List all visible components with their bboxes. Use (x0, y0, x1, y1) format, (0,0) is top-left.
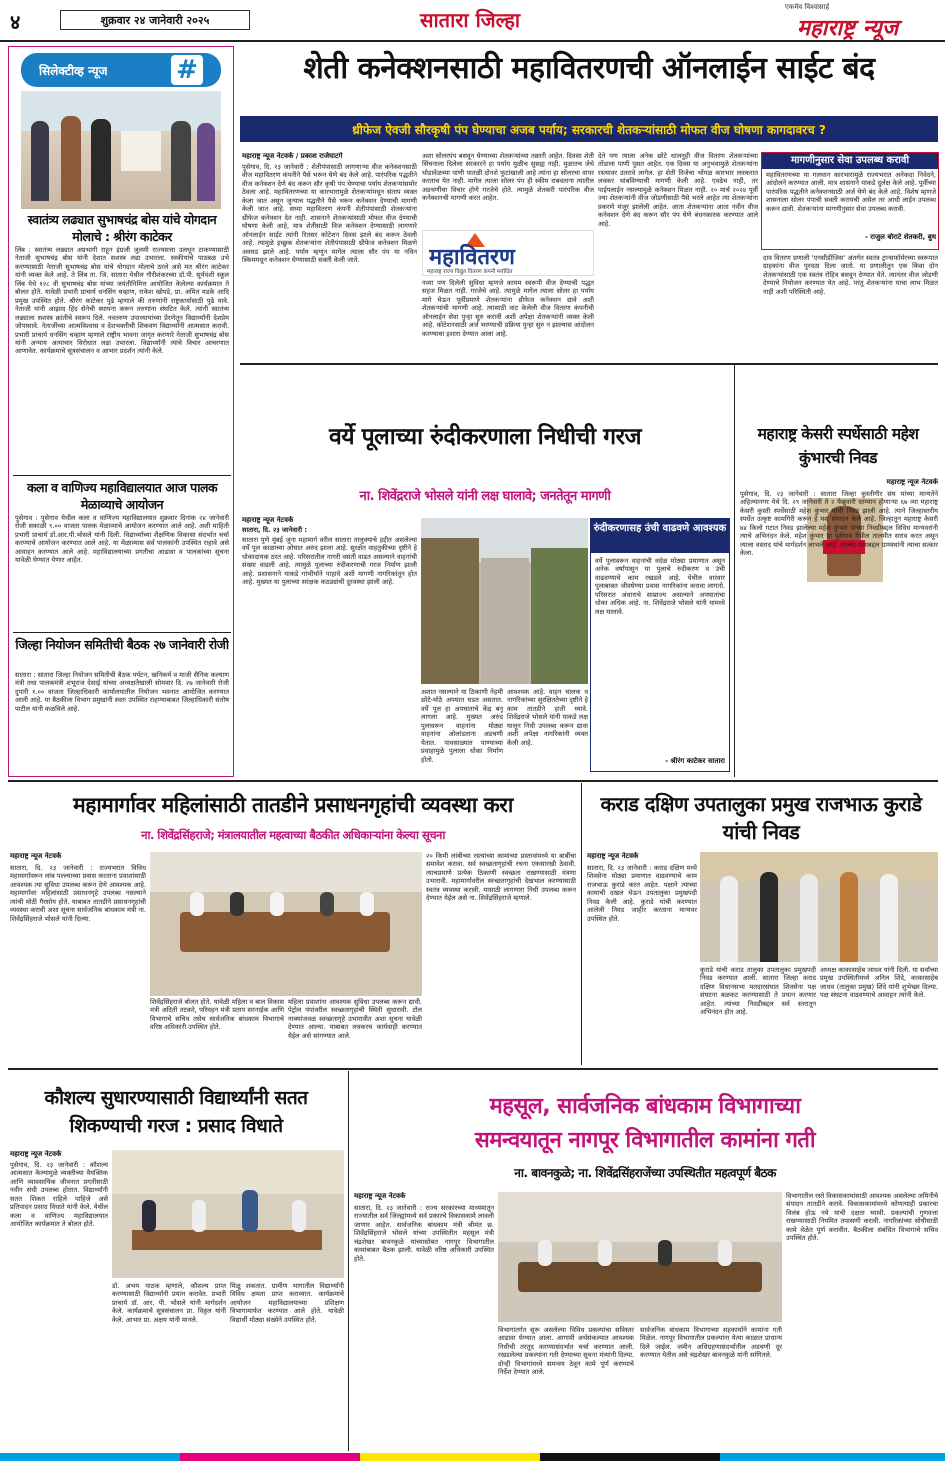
hashtag-icon: # (171, 55, 203, 85)
story-body-planning: सातारा : सातारा जिल्हा नियोजन समितीची बैठक पर्यटन, खनिकर्म व माजी सैनिक कल्याण मंत्री तथा पालकमंत्री शंभूराज देसाई यांच्या अध्यक्षतेखाली सोमवार दि. २७ जानेवारी रोजी दुपारी १.०० वाजता जिल्हाधिकारी कार्यालयातील नियोजन भवनात आयोजित करण्यात आली आहे. या बैठकीला विभाग प्रमुखांनी स्वतः उपस्थित राहण्याबाबत जिल्हाधिकारी संतोष पाटील यांनी कळविले आहे. (15, 671, 229, 713)
page-number: ४ (10, 10, 21, 34)
nagpur-headline-1: महसूल, सार्वजनिक बांधकाम विभागाच्या (489, 1094, 801, 1119)
sidebar (8, 46, 234, 777)
karad-headline: कराड दक्षिण उपतालुका प्रमुख राजभाऊ कुराडे यांची निवड (600, 792, 922, 844)
nagpur-photo (498, 1192, 782, 1322)
lead-subhead-bar: थ्रीफेज ऐवजी सौरकृषी पंप घेण्याचा अजब पर्याय; सरकारची शेतकऱ्यांसाठी मोफत वीज घोषणा कागदावरच ? (240, 116, 938, 142)
nagpur-subhead: ना. बावनकुळे; ना. शिवेंद्रसिंहराजेंच्या उपस्थितीत महत्वपूर्ण बैठक (514, 1166, 776, 1180)
karad-col1: सातारा, दि. २३ जानेवारी : कराड दक्षिण मध्ये शिवसेना मोठ्या प्रमाणात वाढवण्याचे काम राजभाऊ कुराडे करत आहेत. पक्षाने त्यांच्या कामाची दखल घेऊन उपतालुका प्रमुखपदी निवड केली आहे. कुराडे यांची करण्यात आलेली निवड जाहीर करताना मान्यवर उपस्थित होते. (587, 864, 697, 923)
bridge-headline: वर्ये पूलाच्या रुंदीकरणाला निधीची गरज (328, 424, 642, 450)
women-meeting-photo (150, 852, 422, 996)
masthead (0, 0, 945, 42)
karad-col2: कुराडे यांची कराड तालुका उपतालुका प्रमुखपदी निवड करण्यात आली. सातारा जिल्हा कराड दक्षिण विधानसभा मतदारसंघात शिवसेना पक्ष संघटना बळकट करण्यासाठी ते प्रयत्न करणार आहेत. त्यांच्या निवडीबद्दल सर्व स्तरातून अभिनंदन होत आहे. (700, 966, 816, 1017)
lead-col2b: नव्या पण दिलेली सुविधा म्हणजे कायम स्वरूपी वीज देण्याची पद्धत सहज मिळत नाही. गरजेचे आहे. त्यामुळे मागेल त्याला सोलर हा पर्याय मागे घेऊन पूर्वीप्रमाणे शेतकऱ्यांना थ्रीफेज कनेक्शन द्यावे अशी शेतकऱ्यांची मागणी आहे. त्यासाठी वाट केलेली वीज वितरण कंपनीची ऑनलाईन सेवा पुन्हा सुरु करावी अशी अपेक्षा शेतकऱ्यांनी व्यक्त केली आहे. कोटेशनसाठी अर्ज भरण्याची प्रक्रिया पुन्हा सुरु न झाल्यास आंदोलन करण्याचा इशारा देण्यात आला आहे. (422, 279, 594, 338)
kesari-headline: महाराष्ट्र केसरी स्पर्धेसाठी महेश कुंभारची निवड (757, 425, 919, 467)
bridge-dateline: सातारा, दि. २३ जानेवारी : (242, 526, 307, 534)
kesari-byline: महाराष्ट्र न्यूज नेटवर्क (886, 478, 938, 486)
lead-col3: देते पण त्याला अनेक छोटे धालनुही वीज वितरण शेतकऱ्यांच्या तोंडाला पाणी पुसत आहेत. एक दिवस या अनुभवामुळे शेतकऱ्यांना रस्त्यावर उतरावे लागेल. हा शेती विजेचा भोंगळ कारभार लवकरात लवकर थांबविण्याची मागणी केली आहे. एवढेच नाही, तर पाईपलाईन नसल्यामुळे कनेक्शन मिळत नाही. २० मार्च २०२४ पूर्वी ज्या शेतकऱ्यांनी वीज जोडणीसाठी पैसे भरले आहेत त्या शेतकऱ्यांना प्रकरणे मंजूर झालेली आहेत. आता शेतकऱ्यांना आता नवीन वीज कनेक्शन देणे बंद करून सौर पंप घेणे बंधनकारक करण्यात आले आहे. (598, 152, 758, 228)
lead-side-box: मागणीनुसार सेवा उपलब्ध करावी महावितरणच्या या गलथान कारभारामुळे राज्यभरात अनेकदा निवेदने, आंदोलने करण्यात आली. मात्र शासनाने याकडे दुर्लक्ष केले आहे. पूर्वीच्या पारंपरिक पद्धतीने कनेक्शनसाठी अर्ज घेणे बंद केले आहे. विशेष म्हणजे शासनाला सोलर पंपाची सक्ती करायची असेल तर आधी लाईन उपलब्ध करून द्यावी. शेतकऱ्यांना मागणीनुसार सेवा उपलब्ध करावी. - राजुल बोराटे शेतकरी, बुध (761, 152, 939, 250)
skill-col3: मिळू शकतात. ग्रामीण भागातील विद्यार्थ्यांनी विविध क्षमता प्राप्त कराव्यात. कार्यक्रमाचे आयोजन महाविद्यालयाच्या प्रशिक्षण विभागामार्फत करण्यात आले होते. यावेळी विद्यार्थी मोठ्या संख्येने उपस्थित होते. (230, 1282, 344, 1324)
women-headline: महामार्गावर महिलांसाठी तातडीने प्रसाधनगृहांची व्यवस्था करा (73, 793, 513, 817)
event-photo (21, 91, 221, 209)
story-title-planning: जिल्हा नियोजन समितीची बैठक २७ जानेवारी रोजी (15, 637, 229, 652)
selective-news-banner: सिलेक्टीव्ह न्यूज # (21, 53, 221, 87)
skill-headline: कौशल्य सुधारण्यासाठी विद्यार्थ्यांनी सतत शिकण्याची गरज : प्रसाद विधाते (44, 1087, 308, 1137)
nagpur-col1: सातारा, दि. २३ जानेवारी : राज्य सरकारच्या माध्यमातून राज्यातील सर्व जिल्ह्यांमध्ये सर्व प्रकारचे विकासकामे लावली जाणार आहेत. सार्वजनिक बांधकाम मंत्री श्रीमंत छ. शिवेंद्रसिंहराजे भोसले यांच्या उपस्थितीत महसूल मंत्री चंद्रशेखर बावनकुळे यांच्यासोबत नागपूर विभागातील कामांबाबत बैठक झाली. यावेळी वरिष्ठ अधिकारी उपस्थित होते. (354, 1204, 494, 1263)
nagpur-col3: सार्वजनिक बांधकाम विभागाच्या सहकार्याने कामांना गती मिळेल. नागपूर विभागातील प्रकल्पांना येत्या काळात प्राधान्य दिले जाईल. जमीन अधिग्रहणासंदर्भातील अडचणी दूर करण्यात येतील असे चंद्रशेखर बावनकुळे यांनी सांगितले. (640, 1326, 782, 1360)
karad-photo (700, 852, 938, 962)
kesari-body: पुसेगाव, दि. २३ जानेवारी : सातारा जिल्हा कुस्तीगीर संघ यांच्या मान्यतेने अहिल्यानगर येथे दि. २९ जानेवारी ते २ फेब्रुवारी दरम्यान होणाऱ्या ६७ व्या महाराष्ट्र केसरी कुस्ती स्पर्धेसाठी महेश कुंभार यांची निवड झाली आहे. त्याने जिल्हास्तरीय स्पर्धेत उत्कृष्ट कामगिरी करून हे यश संपादन केले आहे. जिल्हातून महाराष्ट्र केसरी ७४ किलो गटात निवड झालेल्या महेश कुंभार यांच्या निवडीबद्दल विविध मान्यवरांनी त्याचे अभिनंदन केले. महेश कुंभार हा पुसेगाव येथील तालमीत सराव करत असून त्याला वस्ताद यांचे मार्गदर्शन लाभले आहे. त्याच्या यशाबद्दल ग्रामस्थांनी त्याचा सत्कार केला. (740, 490, 938, 558)
print-color-strip (0, 1453, 945, 1461)
skill-col1: पुसेगाव, दि. २३ जानेवारी : कौशल्य आत्मसात केल्यामुळे व्यक्तीच्या वैयक्तिक आणि व्यावसायिक जीवनात प्रगतीसाठी नवीन संधी उपलब्ध होतात. विद्यार्थ्यांनी सतत शिकत राहिले पाहिजे असे प्रतिपादन प्रसाद विधाते यांनी केले. येथील कला व वाणिज्य महाविद्यालयात आयोजित कार्यक्रमात ते बोलत होते. (10, 1161, 108, 1229)
bridge-col2: अशात नसल्याने या ठिकाणी नेहमी छोटे-मोठे अपघात घडत असतात. वर्ये पूल हा अपघाताचे केंद्र बनू लागला आहे. मुख्यत अरुंद पुलावरून वाहनांना मोठ्या वाहनांना ओलांडताना अडचणी येतात. पावसाळ्यात पाण्याच्या प्रवाहामुळे पुलाला धोका निर्माण होतो. (421, 688, 503, 764)
lead-side-body2: दाव वितरण प्रणाली 'एनसीडीजिस' अंतर्गत स्वतंत्र ट्रान्सफॉर्मरच्या स्वरूपात ग्राहकांना वीज पुरवठा दिला जातो. या प्रणालीतून एक किंवा दोन शेतकऱ्यांसाठी एक स्वतंत्र रोहित्र बसवून देण्यात येते. त्यानंतर वीज जोडणी देण्याचे नियोजन करण्यात येत आहे. परंतु शेतकऱ्यांना याचा लाभ मिळत नाही अशी परिस्थिती आहे. (763, 254, 938, 296)
women-col4: २० किमी लांबीच्या रस्त्यांच्या कामांच्या प्रस्तावांमध्ये या बाबींचा समावेश करावा. सर्व स्वच्छतागृहांची रचना एकसारखी ठेवावी. त्याचप्रमाणे प्रत्येक ठिकाणी स्वच्छता राखण्यासाठी यंत्रणा उभारावी. महामार्गावरील स्वच्छतागृहांची देखभाल करण्यासाठी स्वतंत्र व्यवस्था करावी. यासाठी लागणारा निधी उपलब्ध करून देण्यात येईल असे ना. शिवेंद्रसिंहराजे म्हणाले. (426, 852, 576, 903)
story-body-bose: लिंब : स्वातंत्र्य लढ्यात अग्रभागी राहून इंग्रजी जुलमी राज्यसत्ता उलथून टाकण्यासाठी नेताजी सुभाषचंद्र बोस यांनी देशात सशस्त्र लढा उभारला. स्वकीयांचे पाठबळ उभे करण्यासाठी नेताजी सुभाषचंद्र बोस यांचे योगदान मोलाचे ठरले असे मत श्रीरंग काटेकर यांनी व्यक्त केले आहे. ते लिंब ता. जि. सातारा येथील गौरीशंकरच्या डॉ.पी. सूर्यवंशी स्कूल लिंब येथे १२८ वी सुभाषचंद्र बोस यांच्या जयंतीनिमित्त आयोजित केलेल्या कार्यक्रमात ते बोलत होते. यावेळी प्रभारी प्राचार्य धनसिंग चव्हाण, राकेश खोपडे, प्रा. अमित मडके आदि प्रमुख उपस्थित होते. श्रीरंग काटेकर पुढे म्हणाले की तरुणांनी राष्ट्रकार्यासाठी पुढे यावे. नेताजी यांनी आझाद हिंद सेनेची स्थापना करून तरुणांना संघटित केले. त्यांनी स्वातंत्र्य लढ्याला सशस्त्र क्रांतीचे स्वरूप दिले. नवतरुण उपाध्यायांच्या प्रेरणेतून विद्यार्थ्यांनी देशप्रेम जोपासावे. नेताजींच्या आत्मविश्वास व देशभक्तीची शिकवण विद्यार्थ्यांनी आत्मसात करावी. प्रभारी प्राचार्य धनसिंग चव्हाण म्हणाले राष्ट्रीय भावना जागृत करणारे नेताजी सुभाषचंद्र बोस यांनी अन्याय अत्याचार विरोधात लढा उभारला. विद्यार्थ्यांनी त्यांचे विचार आचरणात आणावेत. कार्यक्रमाचे सूत्रसंचालन व आभार प्रदर्शन त्यांनी केले. (15, 246, 229, 356)
bridge-col3: आवश्यक आहे. वाहन चालक व नागरिकांच्या सुरक्षिततेच्या दृष्टीने हे काम तातडीने हाती घ्यावे. शिवेंद्रराजे भोसले यांनी याकडे लक्ष घालून निधी उपलब्ध करून द्यावा अशी अपेक्षा नागरिकांनी व्यक्त केली आहे. (507, 688, 588, 747)
women-col1: सातारा, दि. २३ जानेवारी : राज्यभरात विविध महामार्गांवरून लांब पल्ल्याच्या प्रवास करताना प्रवाशांसाठी आवश्यक त्या सुविधा उपलब्ध करून देणे आवश्यक आहे. महामार्गांवर महिलांसाठी प्रसाधनगृहे उपलब्ध नसल्याने त्यांची मोठी गैरसोय होते. याबाबत तातडीने प्रसाधनगृहांची व्यवस्था करावी अशा सूचना सार्वजनिक बांधकाम मंत्री ना. शिवेंद्रसिंहराजे भोसले यांनी दिल्या. (10, 864, 146, 923)
nagpur-col2: विभागांतर्गत सुरू असलेल्या विविध प्रकल्पांचा सविस्तर आढावा घेण्यात आला. आगामी अर्थसंकल्पात आवश्यक निधीची तरतूद करण्यासंदर्भात चर्चा करण्यात आली. रखडलेल्या प्रकल्पांना गती देण्याच्या सूचना मंत्र्यांनी दिल्या. दोन्ही विभागांमध्ये समन्वय ठेवून कामे पूर्ण करण्याचे निर्देश देण्यात आले. (498, 1326, 634, 1377)
lead-col2: अशा सोलरपंप बसवून घेण्याच्या शेतकऱ्यांच्या तक्रारी आहेत. दिवसा शेती सिंचनाला दिलेला सरकारने हा पर्याय मुळीच सुसह्य नाही. मुळातच जेथे थोडावेळच्या पाणी पातळी दोनशे फुटांखाली आहे त्यांना हा सोलरचा वापर करताच येत नाही. मागेल त्याला सोलर पंप ही स्कीम राबवताना त्यातील अडचणींचा विचार होणे गरजेचे होते. त्यामुळे शेतकरी पारंपरिक वीज कनेक्शनची मागणी करत आहेत. (422, 152, 594, 203)
karad-col3: अध्यक्ष काकासाहेब जाधव यांनी दिली. या सर्वांच्या प्रमुख उपस्थितीमध्ये अनिल शिंदे, काकासाहेब जाधव (तालुका प्रमुख) शिंदे यांनी शुभेच्छा दिल्या. पक्ष संघटना वाढवण्याचे आवाहन त्यांनी केले. (820, 966, 938, 1000)
skill-byline: महाराष्ट्र न्यूज नेटवर्क (10, 1150, 62, 1158)
skill-photo (112, 1150, 344, 1278)
issue-date: शुक्रवार २४ जानेवारी २०२५ (60, 10, 250, 30)
bridge-photo (421, 518, 588, 684)
bridge-byline: महाराष्ट्र न्यूज नेटवर्क (242, 516, 294, 524)
story-title-bose: स्वातंत्र्य लढ्यात सुभाषचंद्र बोस यांचे योगदान मोलाचे : श्रीरंग काटेकर (27, 212, 217, 244)
story-body-parents: पुसेगाव : पुसेगाव येथील कला व वाणिज्य महाविद्यालयात शुक्रवार दिनांक २४ जानेवारी रोजी सकाळी ९.०० वाजता पालक मेळाव्याचे आयोजन करण्यात आले आहे. अशी माहिती प्रभारी प्राचार्य डॉ.आर.पी.भोसले यांनी दिली. विद्यार्थ्यांच्या शैक्षणिक विकासा संदर्भात चर्चा करण्याचे आयोजन करण्यात आले आहे. या मेळाव्यास सर्व पालकांनी उपस्थित राहावे असे आवाहन करण्यात आले आहे. महाविद्यालयाच्या प्रगतीचा आढावा व पालकांच्या सूचना यावेळी घेण्यात येणार आहेत. (15, 514, 229, 565)
karad-byline: महाराष्ट्र न्यूज नेटवर्क (587, 852, 639, 860)
lead-byline: महाराष्ट्र न्यूज नेटवर्क / प्रकाश राजेघाटगे (242, 152, 343, 160)
lead-headline: शेती कनेक्शनसाठी महावितरणची ऑनलाईन साईट बंद (303, 51, 875, 86)
women-col3: महिला प्रवाशांना आवश्यक सुविधा उपलब्ध करून द्यावी. पेट्रोल पंपांवरील स्वच्छतागृहांची स्थिती सुधारावी. टोल नाक्यांजवळ स्वच्छतागृहे उभारावीत अशा सूचना यावेळी देण्यात आल्या. याबाबत लवकरच कार्यवाही करण्यात येईल असे सांगण्यात आले. (288, 998, 422, 1040)
women-col2: शिवेंद्रसिंहराजे बोलत होते. यावेळी महिला व बाल विकास मंत्री अदिती तटकरे, परिवहन मंत्री प्रताप सरनाईक आणि विभागाचे सचिव तसेच सार्वजनिक बांधकाम विभागाचे वरिष्ठ अधिकारी उपस्थित होते. (150, 998, 284, 1032)
women-subhead: ना. शिवेंद्रसिंहराजे; मंत्रालयातील महत्वाच्या बैठकीत अधिकाऱ्यांना केल्या सूचना (141, 828, 445, 842)
bridge-subhead: ना. शिवेंद्रराजे भोसले यांनी लक्ष घालावे; जनतेतून मागणी (359, 489, 611, 504)
skill-col2: डॉ. अभय पाठक म्हणाले, कौशल्य प्राप्त करण्यासाठी विद्यार्थ्यांनी प्रयत्न करावेत. प्रभारी प्राचार्य डॉ. आर. पी. भोसले यांनी मार्गदर्शन केले. कार्यक्रमाचे सूत्रसंचालन प्रा. विठ्ठल यांनी केले. आभार प्रा. अक्षय यांनी मानले. (112, 1282, 226, 1324)
nagpur-byline: महाराष्ट्र न्यूज नेटवर्क (354, 1192, 406, 1200)
section-title: सातारा जिल्हा (419, 8, 521, 32)
nagpur-headline-2: समन्वयातून नागपूर विभागातील कामांना गती (474, 1128, 816, 1153)
story-title-parents: कला व वाणिज्य महाविद्यालयात आज पालक मेळाव्याचे आयोजन (26, 480, 218, 512)
women-byline: महाराष्ट्र न्यूज नेटवर्क (10, 852, 62, 860)
mahavitaran-logo: महावितरण महाराष्ट्र राज्य विद्युत वितरण कंपनी मर्यादित (422, 230, 594, 276)
bridge-box: रुंदीकरणासह उंची वाढवणे आवश्यक वर्ये पुलावरून वाहनांची वर्दळ मोठ्या प्रमाणात असून अनेक वर्षांपासून या पुलाचे रुंदीकरण व उंची वाढवण्याचे काम रखडले आहे. येथील वारंवार पुलाबाबत जीवघेण्या प्रवास नागरिकांना करावा लागतो. परिसरात अंधाराचे साम्राज्य असल्याने अपघातांचा धोका अधिक आहे. ना. शिवेंद्रराजे भोसले यांनी यामध्ये लक्ष घालावे. - श्रीरंग काटेकर सातारा (590, 518, 730, 772)
bridge-col1: सातारा पुणे मुंबई जुना महामार्ग वरील सातारा तालुक्याचे हद्दीत असलेल्या वर्ये पूल काळाच्या ओघात अरुंद झाला आहे. सुरक्षेत वाहतुकीच्या दृष्टीने हे धोकादायक ठरत आहे. परिसरातील नागरी वसती वाढत असल्याने वाहनांची संख्या वाढली आहे. त्यामुळे पूलाच्या रुंदीकरणाची गरज निर्माण झाली आहे. प्रशासनाने याकडे गांभीर्याने पाहावे अशी मागणी नागरिकांतून होत आहे. मुख्यत या पुलाच्या सरंक्षक कठड्यांची दुरवस्था झाली आहे. (242, 536, 417, 587)
lead-col1: पुसेगाव, दि. २३ जानेवारी : शेतीपंपासाठी लागणाऱ्या वीज कनेक्शनसाठी वीज महावितरण कंपनीने पैसे भरून घेणे बंद केले आहे. पारंपरिक पद्धतीने वीज कनेक्शन देणे बंद करून सौर कृषी पंप घेण्याचा पर्याय शेतकऱ्यांसमोर ठेवला आहे. महावितरणच्या या कारभारामुळे शेतकऱ्यांमधून संताप व्यक्त केला जात असून जुन्याच पद्धतीने पैसे भरून कनेक्शन देण्याची मागणी केली जात आहे. सध्या महावितरण कंपनी शेतीपंपासाठी शेतकऱ्यांना थ्रीफेज कनेक्शन देत नाही. शासनाने शेतकऱ्यांसाठी मोफत वीज देण्याची घोषणा केली आहे, मात्र शेतीसाठी विज कनेक्शन देण्यासाठी लागणारे ऑनलाईन साईट त्यांनी रितसर कोटेशन दिवस झाले बंद करून ठेवली आहे. त्यामुळे इच्छुक शेतकऱ्यांना शेतीपंपासाठी थ्रीफेज कनेक्शन मिळणे अवघड झाले आहे. पर्याय म्हणून मागेल त्याला सौर पंप या नविन स्किममधून कनेक्शन घेण्यासाठी सक्ती केली जाते. (242, 163, 417, 264)
brand-logo: महाराष्ट्र न्यूज (796, 16, 899, 41)
nagpur-col4: विभागातील रस्ते विकासकामांसाठी आवश्यक असलेल्या जमिनीचे संपादन तातडीने करावे. विकासकामांमध्ये कोणत्याही प्रकारचा विलंब होऊ नये याची दक्षता घ्यावी. प्रकल्पांची गुणवत्ता राखण्यासाठी नियमित तपासणी करावी. नागरिकांच्या सोयीसाठी कामे वेळेत पूर्ण करावीत. बैठकीला संबंधित विभागाचे सचिव उपस्थित होते. (786, 1192, 938, 1243)
tagline: एकमेव विश्वासार्ह (785, 3, 830, 11)
